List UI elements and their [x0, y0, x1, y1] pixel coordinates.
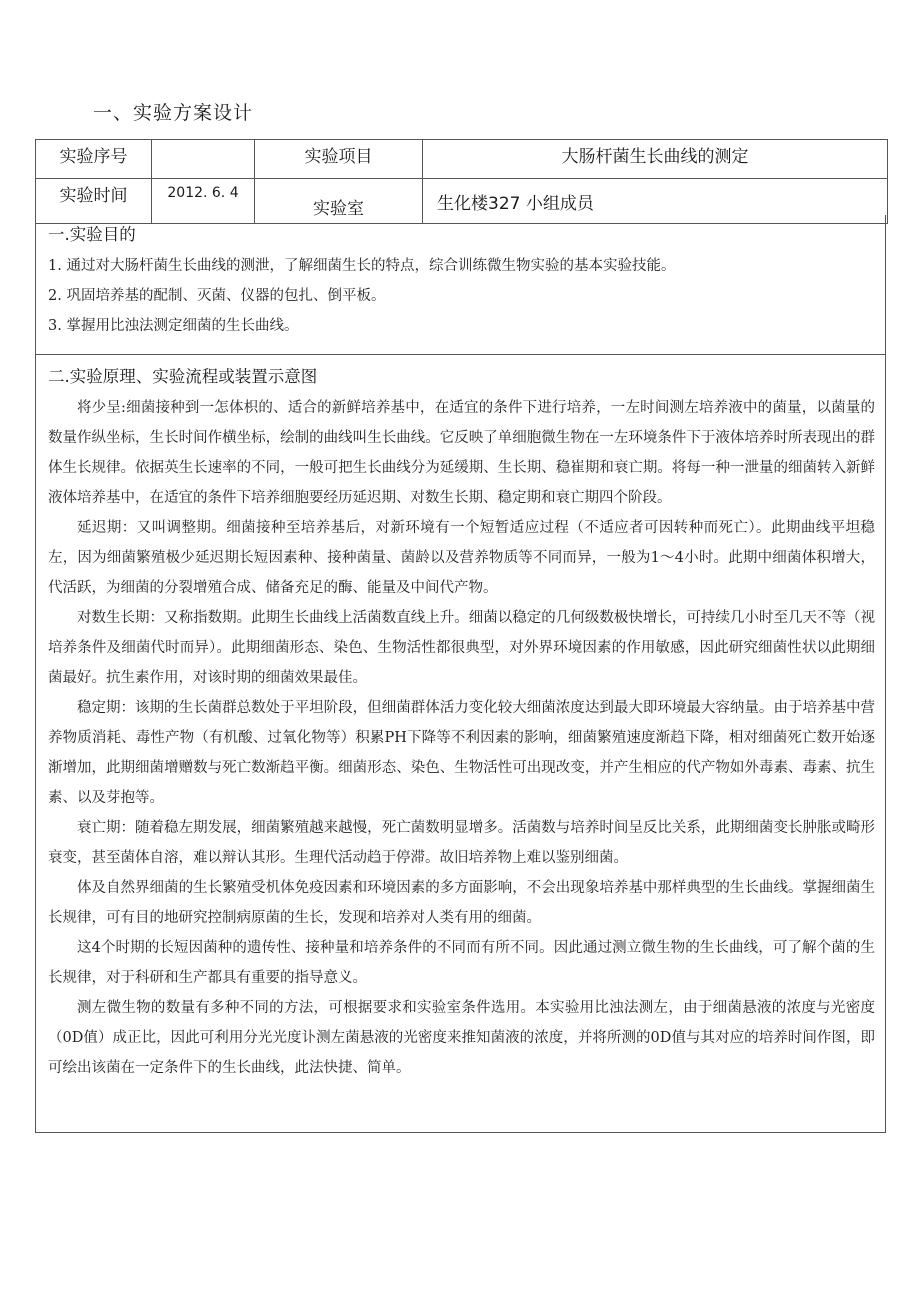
time-value: 2012. 6. 4 [152, 179, 255, 224]
objective-item: 1. 通过对大肠杆菌生长曲线的测泄，了解细菌生长的特点，综合训练微生物实验的基本实验技能。 [48, 258, 676, 274]
principle-paragraph: 测左微生物的数量有多种不同的方法，可根据要求和实验室条件选用。本实验用比浊法测左，由于细菌悬液的浓度与光密度（0D值）成正比，因此可利用分光光度讣测左菌悬液的光密度来推知菌液的浓度，并将所测的0D值与其对应的培养时间作图，即可绘出该菌在一定条件下的生长曲线，此法快捷、简单。 [48, 1000, 875, 1076]
principle-paragraph: 稳定期：该期的生长菌群总数处于平坦阶段，但细菌群体活力变化较大细菌浓度达到最大即环境最大容纳量。由于培养基中营养物质消耗、毒性产物（有机酸、过氧化物等）积累PH下降等不利因素的影响，细菌繁殖速度渐趋下降，相对细菌死亡数开始逐渐增加，此期细菌增赠数与死亡数渐趋平衡。细菌形态、染色、生物活性可出现改变，并产生相应的代产物如外毒素、毒素、抗生素、以及芽抱等。 [48, 700, 875, 806]
principle-paragraph: 对数生长期：又称指数期。此期生长曲线上活菌数直线上升。细菌以稳定的几何级数极快增长，可持续几小时至几天不等（视培养条件及细菌代时而异）。此期细菌形态、染色、生物活性都很典型，对外界环境因素的作用敏感，因此研究细菌性状以此期细菌最好。抗生素作用，对该时期的细菌效果最佳。 [48, 610, 875, 686]
objectives-section [35, 215, 886, 355]
principle-paragraph: 体及自然界细菌的生长繁殖受机体免疫因素和环境因素的多方面影响，不会出现象培养基中那样典型的生长曲线。掌握细菌生长规律，可有目的地研究控制病原菌的生长，发现和培养对人类有用的细菌。 [48, 880, 875, 926]
project-value: 大肠杆菌生长曲线的测定 [423, 140, 888, 179]
objectives-title: 一.实验目的 [48, 225, 136, 244]
lab-value: 生化楼327 小组成员 [423, 179, 888, 224]
page-heading: 一、实验方案设计 [93, 102, 254, 124]
experiment-info-table [35, 139, 888, 224]
lab-label: 实验室 [255, 179, 423, 224]
time-label: 实验时间 [36, 179, 152, 224]
objective-item: 2. 巩固培养基的配制、灭菌、仪器的包扎、倒平板。 [48, 288, 386, 304]
principle-paragraph: 将少呈:细菌接种到一怎体枳的、适合的新鲜培养基中，在适宜的条件下进行培养，一左时间测左培养液中的菌量，以菌量的数量作纵坐标，生长时间作横坐标，绘制的曲线叫生长曲线。它反映了单细胞微生物在一左环境条件下于液体培养时所表现出的群体生长规律。依据英生长速率的不同，一般可把生长曲线分为延缓期、生长期、稳崔期和衰亡期。将每一种一泄量的细菌转入新鲜液体培养基中，在适宜的条件下培养细胞要经历延迟期、对数生长期、稳定期和衰亡期四个阶段。 [48, 400, 875, 506]
principles-title: 二.实验原理、实验流程或装置示意图 [48, 367, 318, 386]
project-label: 实验项目 [255, 140, 423, 179]
seq-label: 实验序号 [36, 140, 152, 179]
principle-paragraph: 衰亡期：随着稳左期发展，细菌繁殖越来越慢，死亡菌数明显增多。活菌数与培养时间呈反比关系，此期细菌变长肿胀或畸形衰变，甚至菌体自溶，难以辩认其形。生理代活动趋于停滞。故旧培养物上难以鉴别细菌。 [48, 820, 875, 866]
principles-section [35, 355, 886, 1133]
objective-item: 3. 掌握用比浊法测定细菌的生长曲线。 [48, 318, 299, 334]
principle-paragraph: 延迟期：又叫调整期。细菌接种至培养基后，对新环境有一个短暂适应过程（不适应者可因转种而死亡）。此期曲线平坦稳左，因为细菌繁殖极少延迟期长短因素种、接种菌量、菌龄以及营养物质等不同而异，一般为1～4小时。此期中细菌体积增大，代活跃，为细菌的分裂增殖合成、储备充足的酶、能量及中间代产物。 [48, 520, 875, 596]
table-row [36, 140, 888, 179]
seq-value [152, 140, 255, 179]
principle-paragraph: 这4个时期的长短因菌种的遗传性、接种量和培养条件的不同而有所不同。因此通过测立微生物的生长曲线，可了解个菌的生长规律，对于科研和生产都具有重要的指导意义。 [48, 940, 875, 986]
